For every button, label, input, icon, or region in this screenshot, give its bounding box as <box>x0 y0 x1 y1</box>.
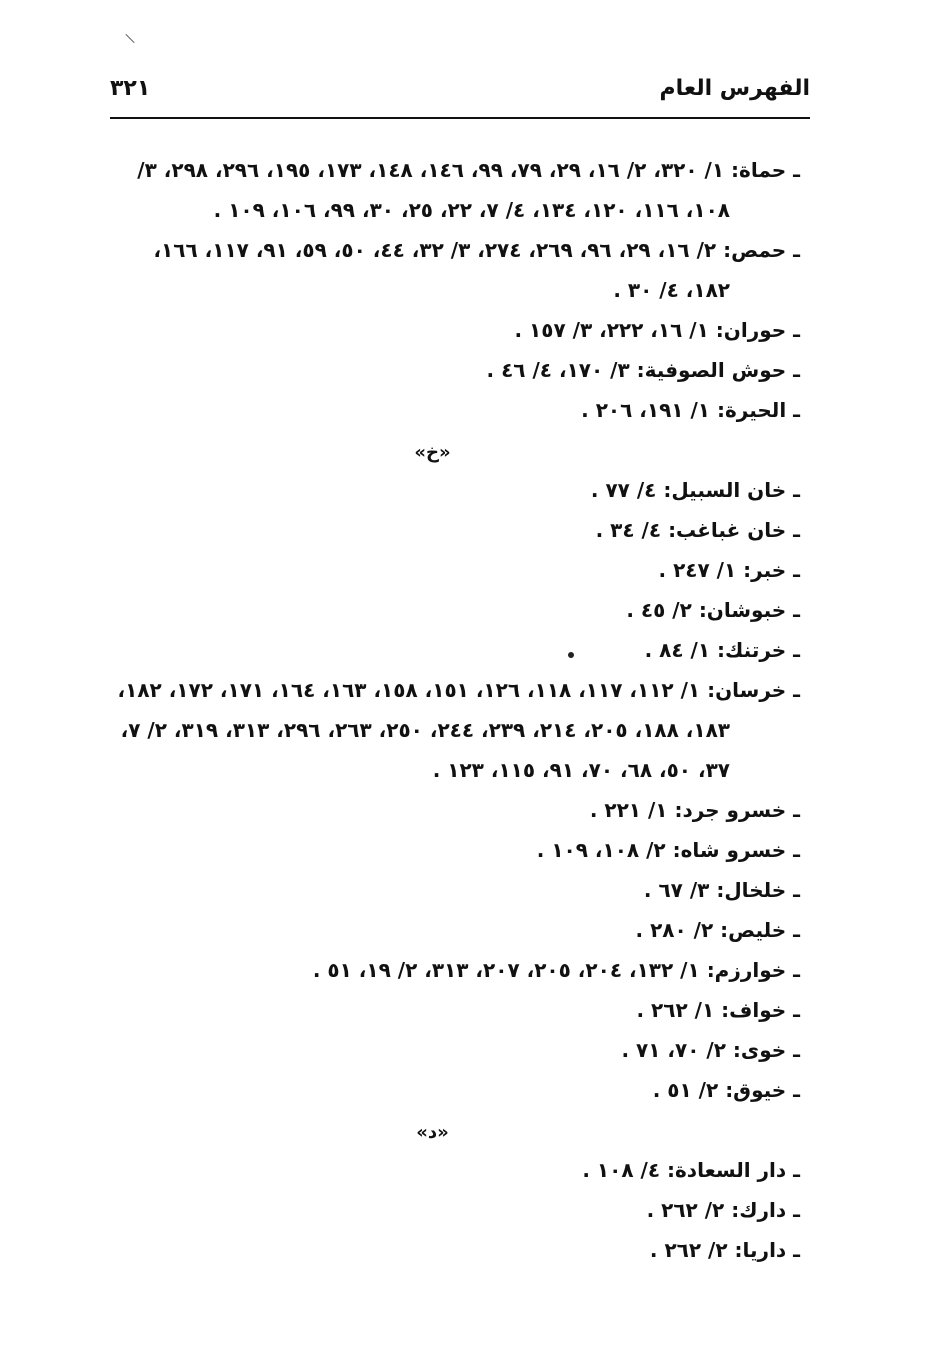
entry-name: ـ خوى: <box>733 1038 800 1062</box>
entry-refs: ٣/ ١٧٠، ٤/ ٤٦ . <box>486 358 630 382</box>
entry-refs: ١/ ١٣٢، ٢٠٤، ٢٠٥، ٢٠٧، ٣١٣، ٢/ ١٩، ٥١ . <box>312 958 700 982</box>
index-entry <box>105 910 800 950</box>
entry-name: ـ خسرو شاه: <box>673 838 800 862</box>
entry-refs: ٢/ ٢٦٢ . <box>646 1198 725 1222</box>
index-entry <box>105 1070 800 1110</box>
section-letter-kha: «خ» <box>414 442 451 463</box>
index-entry <box>105 510 800 550</box>
entry-name: ـ خليص: <box>720 918 800 942</box>
entry-name: ـ خوارزم: <box>707 958 800 982</box>
index-entry <box>105 550 800 590</box>
entry-refs: ٤/ ٧٧ . <box>590 478 657 502</box>
entry-refs: ١/ ٨٤ . <box>644 638 711 662</box>
index-entry <box>105 1030 800 1070</box>
index-entry <box>105 230 800 310</box>
index-entry <box>105 150 800 230</box>
entry-name: ـ خان غباغب: <box>668 518 800 542</box>
entry-name: ـ خرتنك: <box>717 638 800 662</box>
index-entry <box>105 1230 800 1270</box>
index-entry <box>105 470 800 510</box>
entry-refs: ١/ ١١٢، ١١٧، ١١٨، ١٢٦، ١٥١، ١٥٨، ١٦٣، ١٦٤، ١٧١، ١٧٢، ١٨٢، ١٨٣، ١٨٨، ٢٠٥، ٢١٤، ٢٣٩، ٢٤٤، ٢٥٠، ٢٦٣، ٢٩٦، ٣١٣، ٣١٩، ٢/ ٧، ٣٧، ٥٠، ٦٨، ٧٠، ٩١، ١١٥، ١٢٣ . <box>117 678 730 782</box>
entry-refs: ١/ ٢٤٧ . <box>658 558 737 582</box>
entry-refs: ٢/ ٢٨٠ . <box>635 918 714 942</box>
section-letter-dal: «د» <box>416 1122 449 1143</box>
entry-name: ـ دارك: <box>731 1198 800 1222</box>
entry-name: ـ حوش الصوفية: <box>637 358 800 382</box>
entry-refs: ٤/ ١٠٨ . <box>582 1158 661 1182</box>
entry-name: ـ خسرو جرد: <box>674 798 800 822</box>
page-number: ٣٢١ <box>110 76 151 101</box>
entry-name: ـ حوران: <box>716 318 800 342</box>
entry-refs: ١/ ١٩١، ٢٠٦ . <box>581 398 711 422</box>
entry-refs: ١/ ٣٢٠، ٢/ ١٦، ٢٩، ٧٩، ٩٩، ١٤٦، ١٤٨، ١٧٣، ١٩٥، ٢٩٦، ٢٩٨، ٣/ ١٠٨، ١١٦، ١٢٠، ١٣٤، ٤/ ٧، ٢٢، ٢٥، ٣٠، ٩٩، ١٠٦، ١٠٩ . <box>137 158 730 222</box>
entry-name: ـ داريا: <box>735 1238 800 1262</box>
index-entry <box>105 1190 800 1230</box>
margin-mark <box>125 34 134 43</box>
index-entry <box>105 830 800 870</box>
entry-refs: ٢/ ١٦، ٢٩، ٩٦، ٢٦٩، ٢٧٤، ٣/ ٣٢، ٤٤، ٥٠، ٥٩، ٩١، ١١٧، ١٦٦، ١٨٢، ٤/ ٣٠ . <box>153 238 730 302</box>
entry-name: ـ خواف: <box>721 998 800 1022</box>
entry-name: ـ خيوق: <box>725 1078 800 1102</box>
index-content <box>105 150 800 1270</box>
entry-refs: ١/ ٢٢١ . <box>589 798 668 822</box>
entry-refs: ٢/ ٤٥ . <box>626 598 692 622</box>
entry-name: ـ خبوشان: <box>699 598 800 622</box>
entry-name: ـ خبر: <box>743 558 800 582</box>
entry-refs: ٣/ ٦٧ . <box>643 878 710 902</box>
index-entry <box>105 350 800 390</box>
entry-name: ـ خان السبيل: <box>663 478 800 502</box>
index-entry <box>105 670 800 790</box>
index-entry <box>105 630 800 670</box>
entry-name: ـ دار السعادة: <box>667 1158 800 1182</box>
page-title: الفهرس العام <box>659 76 810 101</box>
index-entry <box>105 990 800 1030</box>
index-entry <box>105 870 800 910</box>
entry-refs: ١/ ١٦، ٢٢٢، ٣/ ١٥٧ . <box>514 318 709 342</box>
index-entry <box>105 310 800 350</box>
header-rule <box>110 117 810 119</box>
entry-name: ـ خلخال: <box>716 878 800 902</box>
entry-refs: ٤/ ٣٤ . <box>595 518 662 542</box>
index-entry <box>105 590 800 630</box>
entry-name: ـ الحيرة: <box>717 398 800 422</box>
index-entry <box>105 790 800 830</box>
entry-name: ـ حمص: <box>723 238 800 262</box>
entry-name: ـ حماة: <box>731 158 800 182</box>
entry-name: ـ خرسان: <box>707 678 800 702</box>
entry-refs: ١/ ٢٦٢ . <box>636 998 715 1022</box>
entry-refs: ٢/ ٢٦٢ . <box>649 1238 728 1262</box>
page-header <box>110 70 810 106</box>
entry-refs: ٢/ ١٠٨، ١٠٩ . <box>536 838 666 862</box>
entry-refs: ٢/ ٥١ . <box>652 1078 719 1102</box>
index-entry <box>105 390 800 430</box>
index-entry <box>105 1150 800 1190</box>
entry-refs: ٢/ ٧٠، ٧١ . <box>621 1038 726 1062</box>
index-entry <box>105 950 800 990</box>
